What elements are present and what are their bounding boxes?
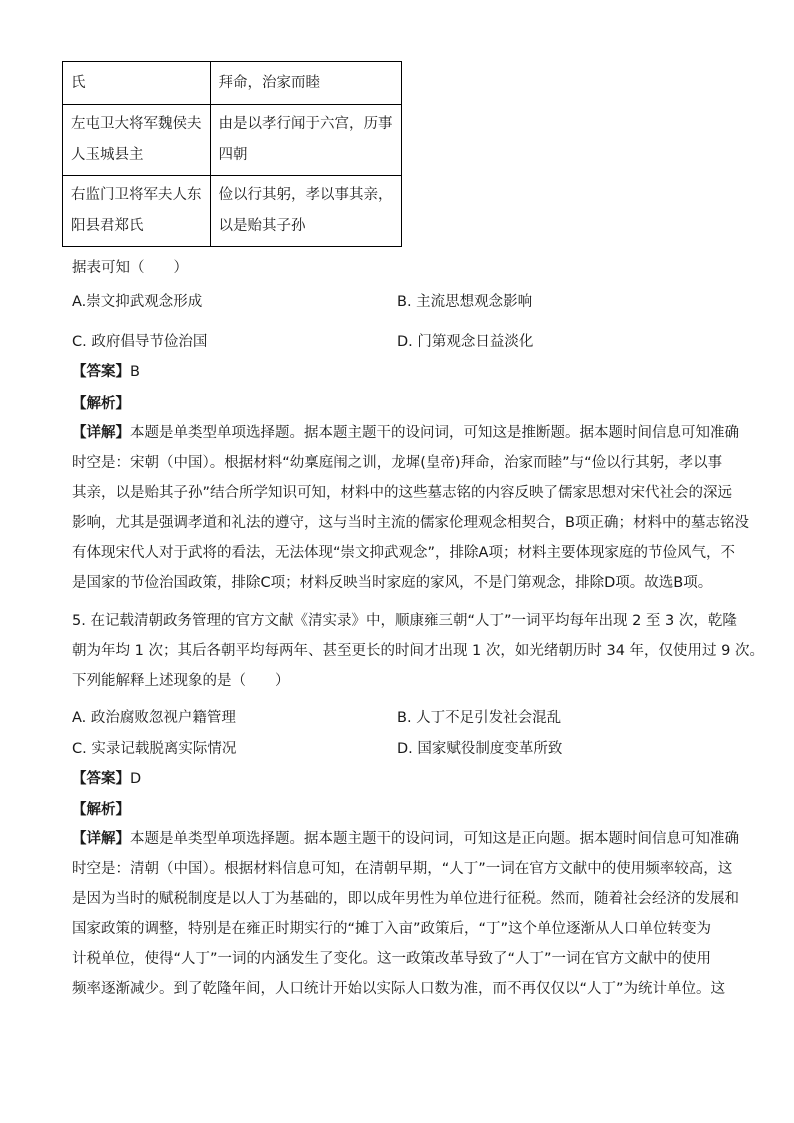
q4-analysis-label: 【解析】 [72, 396, 130, 412]
table-cell-name: 右监门卫将军夫人东 阳县君郑氏 [63, 176, 211, 247]
table-cell-desc: 拜命，治家而睦 [210, 62, 401, 105]
detail-label: 【详解】 [72, 425, 130, 441]
q4-answer [72, 360, 140, 381]
q4-option-d: D. 门第观念日益淡化 [397, 334, 534, 350]
q4-detail: 【详解】本题是单类型单项选择题。据本题主题干的设问词，可知这是推断题。据本题时间信息可知准确 时空是：宋朝（中国）。根据材料“幼稟庭闱之训，龙墀(皇帝)拜命，治家而睦”与“俭以行其躬，孝以事 其亲，以是贻其子孙”结合所学知识可知，材料中的这些墓志铭的内容反映了儒家思想对宋代社会的深远 影响，尤其是强调孝道和礼法的遵守，这与当时主流的儒家伦理观念相契合，B项正确；材料中的墓志铭没 有体现宋代人对于武将的看法，无法体现“崇文抑武观念”，排除A项；材料主要体现家庭的节俭风气，不 是国家的节俭治国政策，排除C项；材料反映当时家庭的家风，不是门第观念，排除D项。故选B项。 [72, 425, 749, 591]
table-row [63, 176, 402, 247]
detail-label: 【详解】 [72, 831, 130, 847]
q4-option-c: C. 政府倡导节俭治国 [72, 334, 208, 350]
q4-stem: 据表可知（ ） [72, 260, 188, 276]
q4-option-b: B. 主流思想观念影响 [397, 294, 533, 310]
q5-analysis-label: 【解析】 [72, 802, 130, 818]
answer-value: D [130, 771, 142, 787]
table-cell-desc: 俭以行其躬，孝以事其亲， 以是贻其子孙 [210, 176, 401, 247]
q5-stem: 5. 在记载清朝政务管理的官方文献《清实录》中，顺康雍三朝“人丁”一词平均每年出现 2 至 3 次，乾隆 朝为年均 1 次；其后各朝平均每两年、甚至更长的时间才出现 1 次，如光绪朝历时 34 年，仅使用过 9 次。 下列能解释上述现象的是（ ） [72, 613, 764, 689]
table-cell-desc: 由是以孝行闻于六宫，历事 四朝 [210, 105, 401, 176]
table-row [63, 105, 402, 176]
q5-option-a: A. 政治腐败忽视户籍管理 [72, 710, 236, 726]
table-row [63, 62, 402, 105]
answer-label: 【答案】 [72, 364, 130, 380]
q5-detail: 【详解】本题是单类型单项选择题。据本题主题干的设问词，可知这是正向题。据本题时间信息可知准确 时空是：清朝（中国）。根据材料信息可知，在清朝早期，“人丁”一词在官方文献中的使用频率较高，这 是因为当时的赋税制度是以人丁为基础的，即以成年男性为单位进行征税。然而，随着社会经济的发展和 国家政策的调整，特别是在雍正时期实行的“摊丁入亩”政策后，“丁”这个单位逐渐从人口单位转变为 计税单位，使得“人丁”一词的内涵发生了变化。这一政策改革导致了“人丁”一词在官方文献中的使用 频率逐渐减少。到了乾隆年间，人口统计开始以实际人口数为准，而不再仅仅以“人丁”为统计单位。这 [72, 831, 739, 997]
q4-option-a: A.崇文抑武观念形成 [72, 294, 203, 310]
q5-option-b: B. 人丁不足引发社会混乱 [397, 710, 562, 726]
table-cell-name: 氏 [63, 62, 211, 105]
tomb-inscription-table [62, 61, 402, 247]
q5-answer [72, 767, 141, 788]
q5-option-d: D. 国家赋役制度变革所致 [397, 741, 563, 757]
answer-label: 【答案】 [72, 771, 130, 787]
table-cell-name: 左屯卫大将军魏侯夫 人玉城县主 [63, 105, 211, 176]
answer-value: B [130, 364, 140, 380]
q5-option-c: C. 实录记载脱离实际情况 [72, 741, 237, 757]
